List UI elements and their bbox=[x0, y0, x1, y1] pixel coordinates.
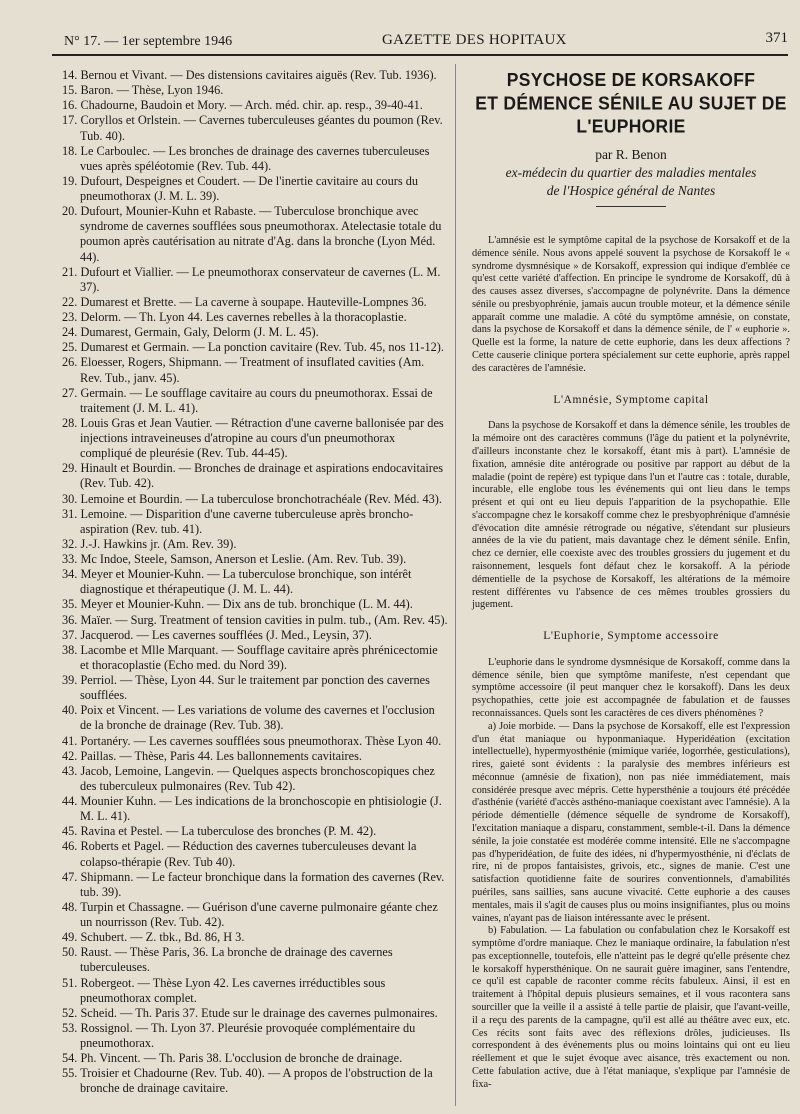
reference-item: 55. Troisier et Chadourne (Rev. Tub. 40). — A propos de l'obstruction de la bronche de drainage cavitaire. bbox=[62, 1066, 433, 1096]
reference-item: 17. Coryllos et Orlstein. — Cavernes tuberculeuses géantes du poumon (Rev. Tub. 40). bbox=[62, 113, 443, 143]
reference-item: 44. Mounier Kuhn. — Les indications de la bronchoscopie en phtisiologie (J. M. L. 41). bbox=[62, 794, 442, 824]
reference-item: 43. Jacob, Lemoine, Langevin. — Quelques aspects bronchoscopiques chez des tuberculeux pulmonaires (Rev. Tub 42). bbox=[62, 763, 435, 793]
reference-item: 38. Lacombe et Mlle Marquant. — Soufflage cavitaire après phrénicectomie et thoracoplastie (Echo med. du Nord 39). bbox=[62, 642, 438, 672]
reference-item: 28. Louis Gras et Jean Vautier. — Rétraction d'une caverne ballonisée par des injections intraveineuses d'atropine au cours d'un pneumothorax compliqué de pleurésie (Rev. Tub. 44-45). bbox=[62, 415, 444, 461]
reference-item: 32. J.-J. Hawkins jr. (Am. Rev. 39). bbox=[62, 536, 237, 551]
section-heading-euphorie: L'Euphorie, Symptome accessoire bbox=[543, 630, 719, 643]
reference-item: 25. Dumarest et Germain. — La ponction cavitaire (Rev. Tub. 45, nos 11-12). bbox=[62, 340, 444, 355]
reference-item: 29. Hinault et Bourdin. — Bronches de drainage et aspirations endocavitaires (Rev. Tub. 42). bbox=[62, 461, 444, 491]
reference-item: 41. Portanéry. — Les cavernes soufflées sous pneumothorax. Thèse Lyon 40. bbox=[62, 733, 442, 748]
reference-item: 35. Meyer et Mounier-Kuhn. — Dix ans de tub. bronchique (L. M. 44). bbox=[62, 597, 413, 612]
reference-item: 14. Bernou et Vivant. — Des distensions cavitaires aiguës (Rev. Tub. 1936). bbox=[62, 68, 437, 82]
reference-item: 52. Scheid. — Th. Paris 37. Etude sur le drainage des cavernes pulmonaires. bbox=[62, 1005, 438, 1020]
reference-item: 15. Baron. — Thèse, Lyon 1946. bbox=[62, 83, 224, 98]
column-divider bbox=[455, 64, 456, 1106]
reference-item: 26. Eloesser, Rogers, Shipmann. — Treatment of insuflated cavities (Am. Rev. Tub., janv. 45). bbox=[62, 355, 425, 385]
author-block bbox=[472, 146, 790, 200]
journal-title: GAZETTE DES HOPITAUX bbox=[382, 32, 567, 48]
reference-list bbox=[62, 68, 448, 1097]
reference-item: 33. Mc Indoe, Steele, Samson, Anerson et Leslie. (Am. Rev. Tub. 39). bbox=[62, 552, 407, 566]
reference-item: 23. Delorm. — Th. Lyon 44. Les cavernes rebelles à la thoracoplastie. bbox=[62, 310, 407, 324]
reference-item: 46. Roberts et Pagel. — Réduction des cavernes tuberculeuses devant la colapso-thérapie (Rev. Tub 40). bbox=[62, 839, 417, 869]
title-rule bbox=[596, 206, 666, 207]
header-rule bbox=[52, 54, 788, 56]
reference-item: 54. Ph. Vincent. — Th. Paris 38. L'occlusion de bronche de drainage. bbox=[62, 1051, 403, 1066]
reference-item: 40. Poix et Vincent. — Les variations de volume des cavernes et l'occlusion de la bronche de drainage (Rev. Tub. 38). bbox=[62, 703, 435, 733]
reference-item: 27. Germain. — Le soufflage cavitaire au cours du pneumothorax. Essai de traitement (J. M. L. 41). bbox=[62, 385, 433, 415]
reference-item: 48. Turpin et Chassagne. — Guérison d'une caverne pulmonaire géante chez un nourrisson (Rev. Tub. 42). bbox=[62, 899, 438, 929]
reference-item: 16. Chadourne, Baudoin et Mory. — Arch. méd. chir. ap. resp., 39-40-41. bbox=[62, 98, 423, 113]
section-heading-amnesie: L'Amnésie, Symptome capital bbox=[553, 393, 709, 406]
author-affiliation-2: de l'Hospice général de Nantes bbox=[546, 183, 716, 198]
reference-item: 37. Jacquerod. — Les cavernes soufflées (J. Med., Leysin, 37). bbox=[62, 627, 372, 642]
euphorie-paragraph: L'euphorie dans le syndrome dysmnésique de Korsakoff, comme dans la démence sénile, bien que symptôme manifeste, n'est cependant que symptôme accessoire (il peut manquer chez le korsakoff). Dans les deux psychopathies, cette joie est accompagnée de fabulation et de fausses reconnaissances. Quels sont les caractères de ces divers phénomènes ? bbox=[472, 656, 790, 719]
reference-item: 53. Rossignol. — Th. Lyon 37. Pleurésie provoquée complémentaire du pneumothorax. bbox=[62, 1020, 416, 1050]
article-title-line-1: PSYCHOSE DE KORSAKOFF bbox=[506, 69, 756, 91]
reference-item: 24. Dumarest, Germain, Galy, Delorm (J. M. L. 45). bbox=[62, 325, 319, 340]
fabulation-paragraph: b) Fabulation. — La fabulation ou confabulation chez le Korsakoff est symptôme d'ordre maniaque. Chez le maniaque ordinaire, la fabulation n'est pas exceptionnelle, toutefois, elle n'atteint pas le degré qu'elle présente chez le korsakoff hypersthénique. On ne saurait guère imaginer, sans l'entendre, ce qu'il est capable de raconter comme récits fabuleux. Ainsi, il est en traitement à l'hôpital depuis plusieurs semaines, et il vous racontera sans sourciller que la veille il a assisté à telle partie de plaisir, que l'avant-veille, il a reçu des parents de la campagne, qu'il est allé au théâtre avec eux, etc. Ces récits sont faits avec des réflexions drôles, judicieuses. Ils correspondent à des événements plus ou moins lointains qui ont eu lieu réellement et que le sujet évoque avec aisance, très exactement ou non. Cette fabulation active, due à l'état maniaque, s'explique par l'amnésie de fixa- bbox=[472, 925, 790, 1090]
article-column bbox=[472, 70, 790, 1091]
reference-item: 19. Dufourt, Despeignes et Coudert. — De l'inertie cavitaire au cours du pneumothorax (J. M. L. 39). bbox=[62, 173, 418, 203]
joie-morbide-paragraph: a) Joie morbide. — Dans la psychose de Korsakoff, elle est l'expression d'un état maniaque ou hyponmaniaque. Hyperidéation (excitation intellectuelle), hypermyosthénie (mimique variée, logorrhée, gesticulations), rires, gaieté sont évidents : la paralysie des membres inférieurs est méconnue (amnésie de fixation), non pas niée immédiatement, mais considérée presque avec mépris. Cette hypersthénie a toujours été précédée d'asthénie (variété d'accès asthéno-maniaque coexistant avec l'amnésie). A la période démentielle (démence séquelle de syndrome de Korsakoff), l'excitation maniaque a disparu, constamment, semble-t-il. Dans la démence sénile, la joie constatée est modérée comme intensité. Elle ne s'accompagne pas d'hyperidéation, de fuite des idées, ni d'hypermyosthénie, ni d'éclats de rire, ni de propos fantaisistes, grivois, etc., signes de manie. C'est une satisfaction quotidienne faite de sourires conventionnels, d'amabilités puériles, sans saillies, sans aucune vivacité. Cette euphorie a des causes mentales, mais il s'agit de causes plus ou moins insignifiantes, plus ou moins vaines, n'ayant pas de liaison intéressante avec le présent. bbox=[472, 720, 790, 924]
reference-item: 50. Raust. — Thèse Paris, 36. La bronche de drainage des cavernes tuberculeuses. bbox=[62, 945, 393, 975]
reference-item: 47. Shipmann. — Le facteur bronchique dans la formation des cavernes (Rev. tub. 39). bbox=[62, 869, 445, 899]
author-name: par R. Benon bbox=[595, 147, 667, 162]
issue-date: N° 17. — 1er septembre 1946 bbox=[64, 34, 233, 49]
reference-item: 42. Paillas. — Thèse, Paris 44. Les ballonnements cavitaires. bbox=[62, 748, 362, 763]
author-affiliation-1: ex-médecin du quartier des maladies mentales bbox=[505, 165, 757, 180]
reference-item: 36. Maïer. — Surg. Treatment of tension cavities in pulm. tub., (Am. Rev. 45). bbox=[62, 612, 448, 627]
reference-item: 34. Meyer et Mounier-Kuhn. — La tuberculose bronchique, son intérêt diagnostique et thérapeutique (J. M. L. 44). bbox=[62, 567, 412, 597]
reference-item: 51. Robergeot. — Thèse Lyon 42. Les cavernes irréductibles sous pneumothorax complet. bbox=[62, 975, 386, 1005]
page-number: 371 bbox=[765, 30, 788, 46]
amnesie-paragraph: Dans la psychose de Korsakoff et dans la démence sénile, les troubles de la mémoire ont des caractères communs (l'âge du patient et la polynévrite, d'ailleurs inconstante chez le korsakoff, étant mis à part). L'amnésie de fixation, amnésie dite antérograde ou positive par rapport au début de la maladie (point de repère) est typique dans l'un et l'autre cas : totale, durable, incurable, elle englobe tous les événements qui ont lieu dans le temps présent et qui ont eu lieu depuis l'apparition de la psychopathie. Elle s'accompagne chez le korsakoff comme chez le presbyophrénique d'amnésie d'évocation dite amnésie rétrograde ou négative, s'étendant sur plusieurs années de la vie du patient, mais davantage chez le dément sénile. Enfin, chez ce dernier, elle coexiste avec des troubles grossiers du jugement et du raisonnement, lesquels font défaut chez le korsakoff. A la période démentielle de la psychose de Korsakoff, les altérations de la mémoire restent différentes vu l'absence de ces mêmes troubles grossiers du jugement. bbox=[472, 420, 790, 611]
reference-item: 20. Dufourt, Mounier-Kuhn et Rabaste. — Tuberculose bronchique avec syndrome de cavernes soufflées sous pneumothorax. Atelectasie totale du poumon après cautérisation au nitrate d'Ag. dans la bronche (Lyon Méd. 44). bbox=[62, 204, 442, 264]
article-title bbox=[472, 68, 790, 137]
article-title-line-2: ET DÉMENCE SÉNILE AU SUJET DE L'EUPHORIE bbox=[475, 92, 787, 137]
reference-item: 45. Ravina et Pestel. — La tuberculose des bronches (P. M. 42). bbox=[62, 824, 377, 839]
intro-paragraph: L'amnésie est le symptôme capital de la psychose de Korsakoff et de la démence sénile. Nous avons appelé souvent la psychose de Korsakoff le « syndrome dysmnésique » de Korsakoff, expression qui indique d'emblée ce qu'est cette variété d'affection. En principe le syndrome de Korsakoff, dû à des causes assez diverses, s'accompagne de polynévrite. Dans la démence sénile ou presbyophrénie, jamais aucun trouble moteur, et la démence sénile apparaît comme une maladie. A côté du symptôme amnésie, on constate, dans la psychose de Korsakoff et dans la démence sénile, de l' « euphorie ». Quelle est la forme, la nature de cette euphorie, dans les deux affections ? Cette causerie clinique portera spécialement sur cette euphorie, après rappel des caractères de l'amnésie. bbox=[472, 235, 790, 374]
reference-item: 30. Lemoine et Bourdin. — La tuberculose bronchotrachéale (Rev. Méd. 43). bbox=[62, 491, 442, 506]
reference-item: 18. Le Carboulec. — Les bronches de drainage des cavernes tuberculeuses vues après spéléotomie (Rev. Tub. 44). bbox=[62, 143, 430, 173]
page-header bbox=[52, 28, 788, 54]
reference-item: 39. Perriol. — Thèse, Lyon 44. Sur le traitement par ponction des cavernes soufflées. bbox=[62, 673, 430, 703]
reference-item: 31. Lemoine. — Disparition d'une caverne tuberculeuse après broncho-aspiration (Rev. tub. 41). bbox=[62, 506, 414, 536]
reference-item: 22. Dumarest et Brette. — La caverne à soupape. Hauteville-Lompnes 36. bbox=[62, 294, 427, 309]
reference-item: 49. Schubert. — Z. tbk., Bd. 86, H 3. bbox=[62, 930, 245, 945]
reference-item: 21. Dufourt et Viallier. — Le pneumothorax conservateur de cavernes (L. M. 37). bbox=[62, 264, 441, 294]
